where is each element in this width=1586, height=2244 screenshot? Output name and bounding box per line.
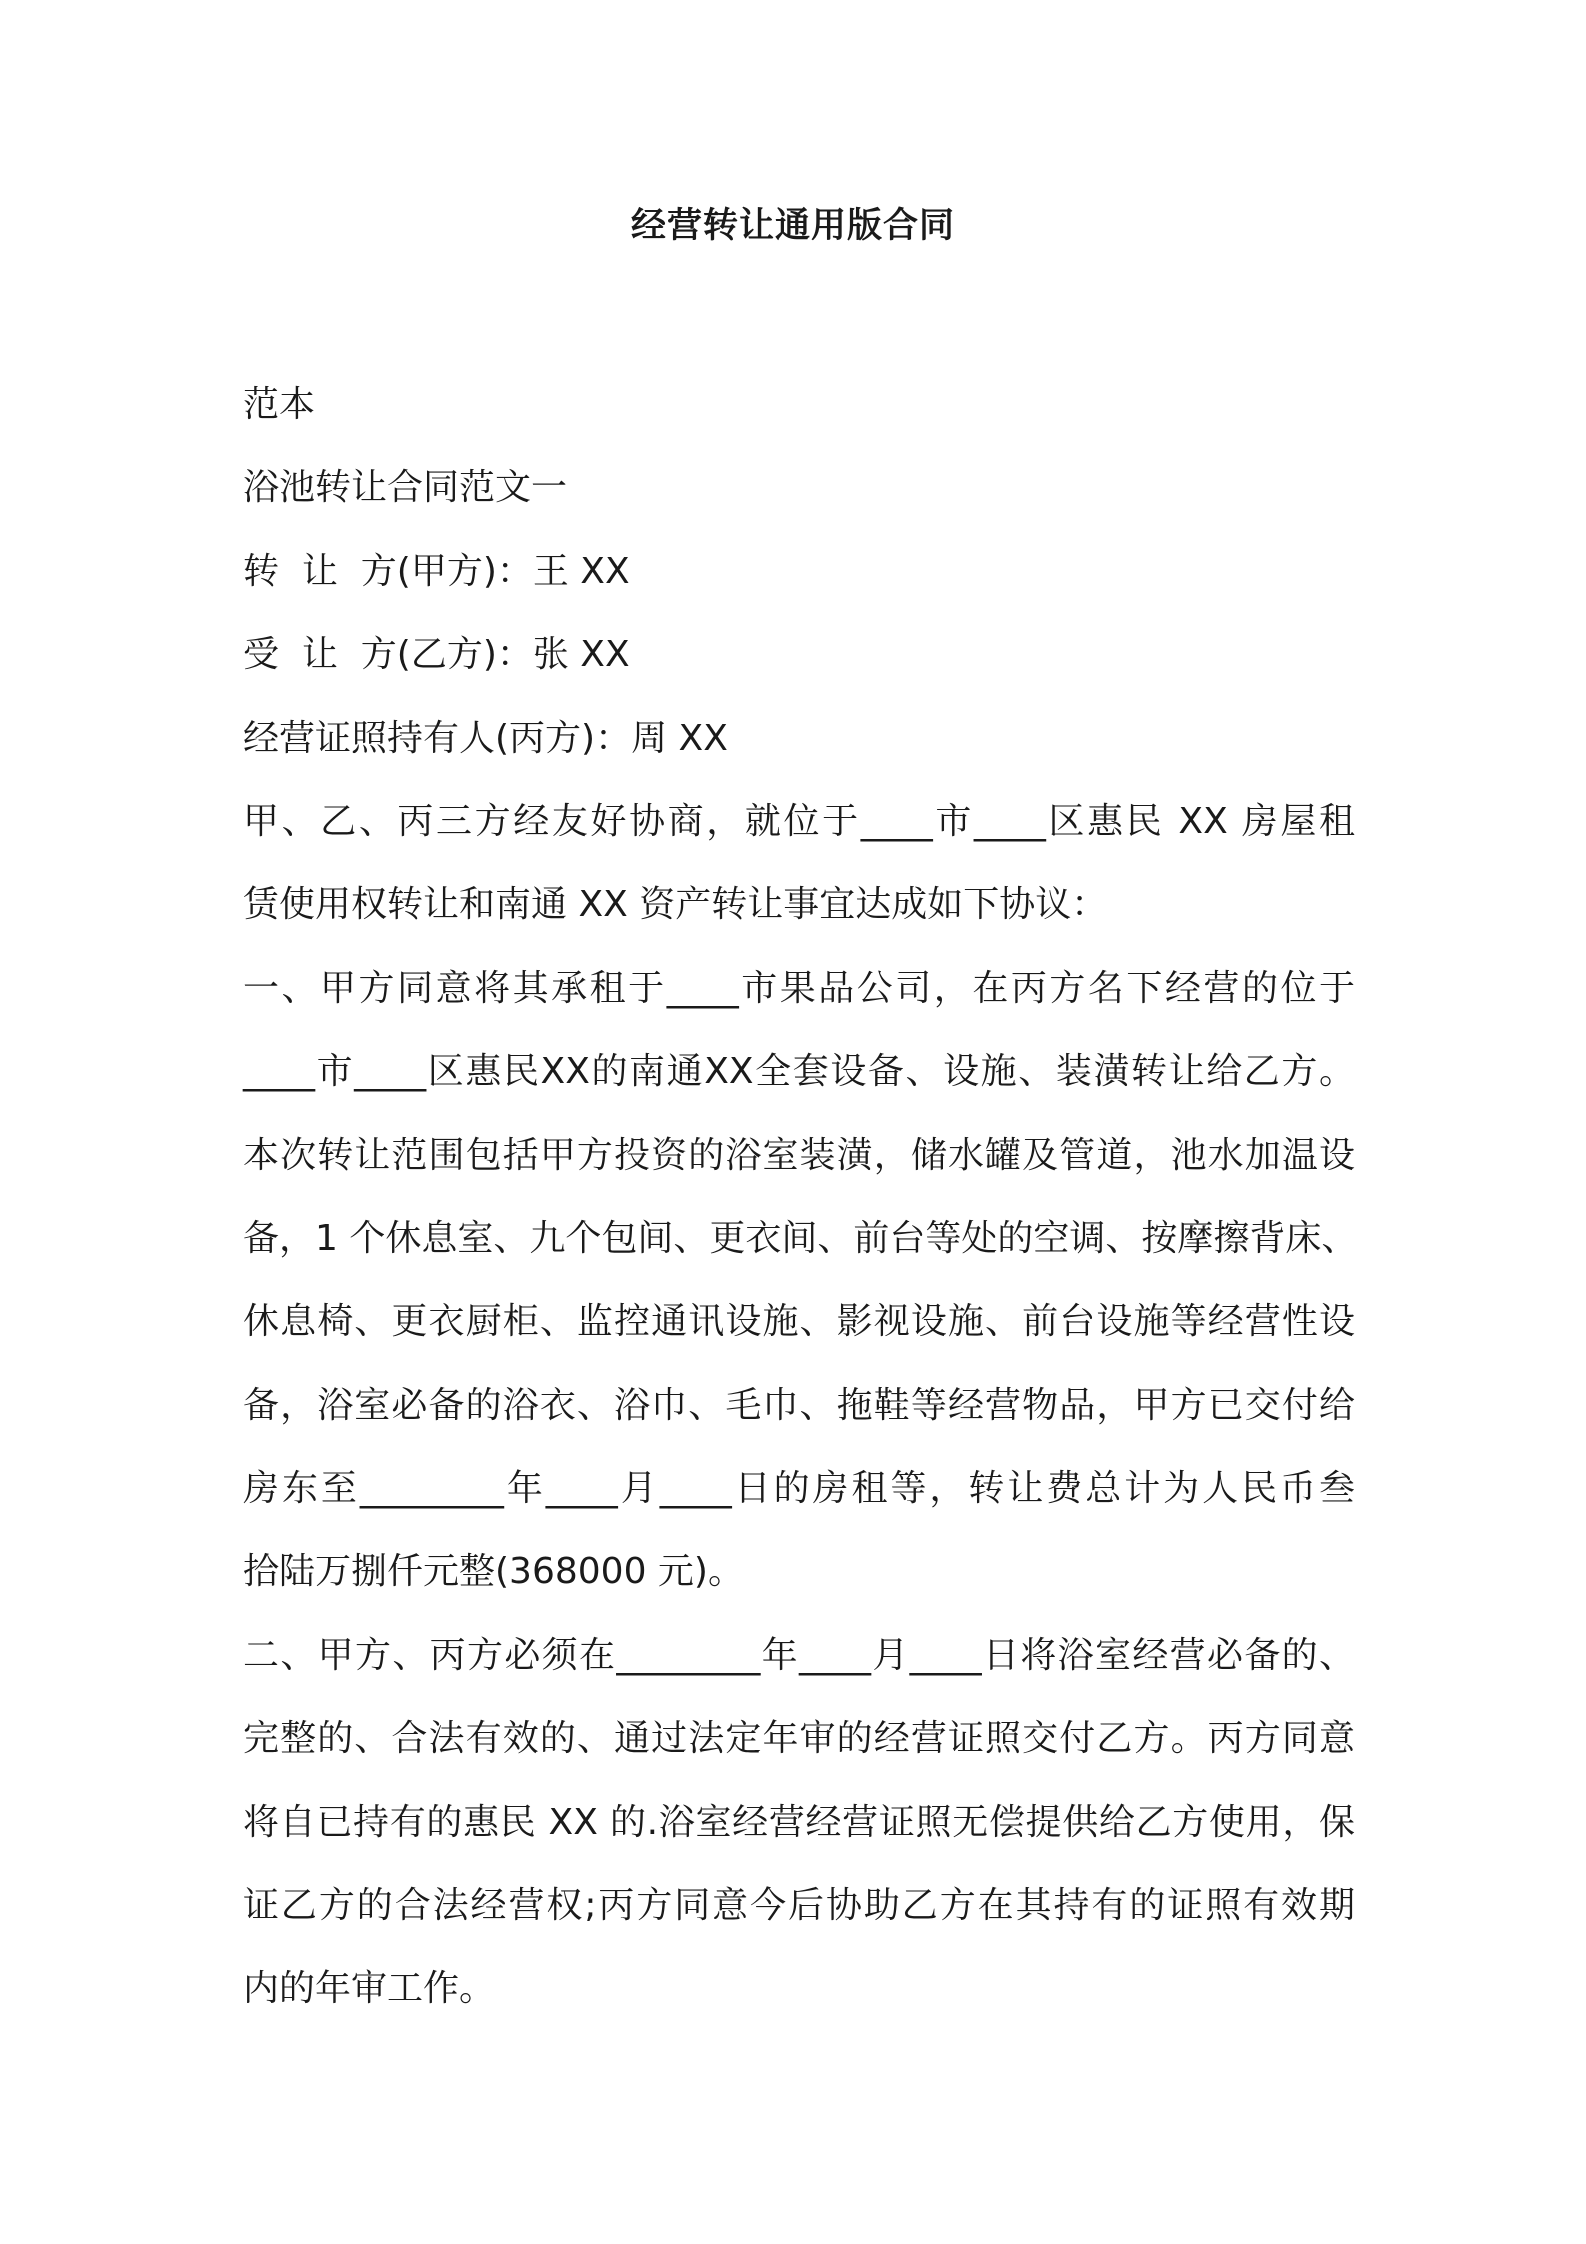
document-body — [243, 363, 1358, 2031]
text-line: 一、甲方同意将其承租于____市果品公司，在丙方名下经营的位于 — [243, 967, 1355, 1009]
text-line: 本次转让范围包括甲方投资的浴室装潢，储水罐及管道，池水加温设 — [243, 1134, 1355, 1176]
text-line: 赁使用权转让和南通 XX 资产转让事宜达成如下协议： — [243, 884, 1108, 926]
text-line: 备，1 个休息室、九个包间、更衣间、前台等处的空调、按摩擦背床、 — [243, 1217, 1358, 1259]
text-line-heading: 浴池转让合同范文一 — [243, 467, 568, 509]
text-line-party-a: 转 让 方(甲方)：王 XX — [243, 550, 630, 592]
text-line: 房东至________年____月____日的房租等，转让费总计为人民币叁 — [243, 1468, 1355, 1510]
text-line: 内的年审工作。 — [243, 1968, 496, 2010]
text-line: 甲、乙、丙三方经友好协商，就位于____市____区惠民 XX 房屋租 — [243, 800, 1355, 842]
text-line: 证乙方的合法经营权;丙方同意今后协助乙方在其持有的证照有效期 — [243, 1885, 1355, 1927]
text-line: ____市____区惠民XX的南通XX全套设备、设施、装潢转让给乙方。 — [243, 1051, 1355, 1093]
text-line: 将自已持有的惠民 XX 的.浴室经营经营证照无偿提供给乙方使用，保 — [243, 1801, 1355, 1843]
text-line: 备，浴室必备的浴衣、浴巾、毛巾、拖鞋等经营物品，甲方已交付给 — [243, 1384, 1355, 1426]
text-line: 完整的、合法有效的、通过法定年审的经营证照交付乙方。丙方同意 — [243, 1718, 1355, 1760]
text-line-party-c: 经营证照持有人(丙方)：周 XX — [243, 717, 728, 759]
text-line-subtitle: 范本 — [243, 384, 316, 425]
document-title: 经营转让通用版合同 — [630, 206, 955, 246]
text-line: 二、甲方、丙方必须在________年____月____日将浴室经营必备的、 — [243, 1634, 1355, 1676]
text-line: 拾陆万捌仟元整(368000 元)。 — [243, 1551, 744, 1593]
text-line-party-b: 受 让 方(乙方)：张 XX — [243, 634, 630, 676]
text-line: 休息椅、更衣厨柜、监控通讯设施、影视设施、前台设施等经营性设 — [243, 1301, 1355, 1343]
